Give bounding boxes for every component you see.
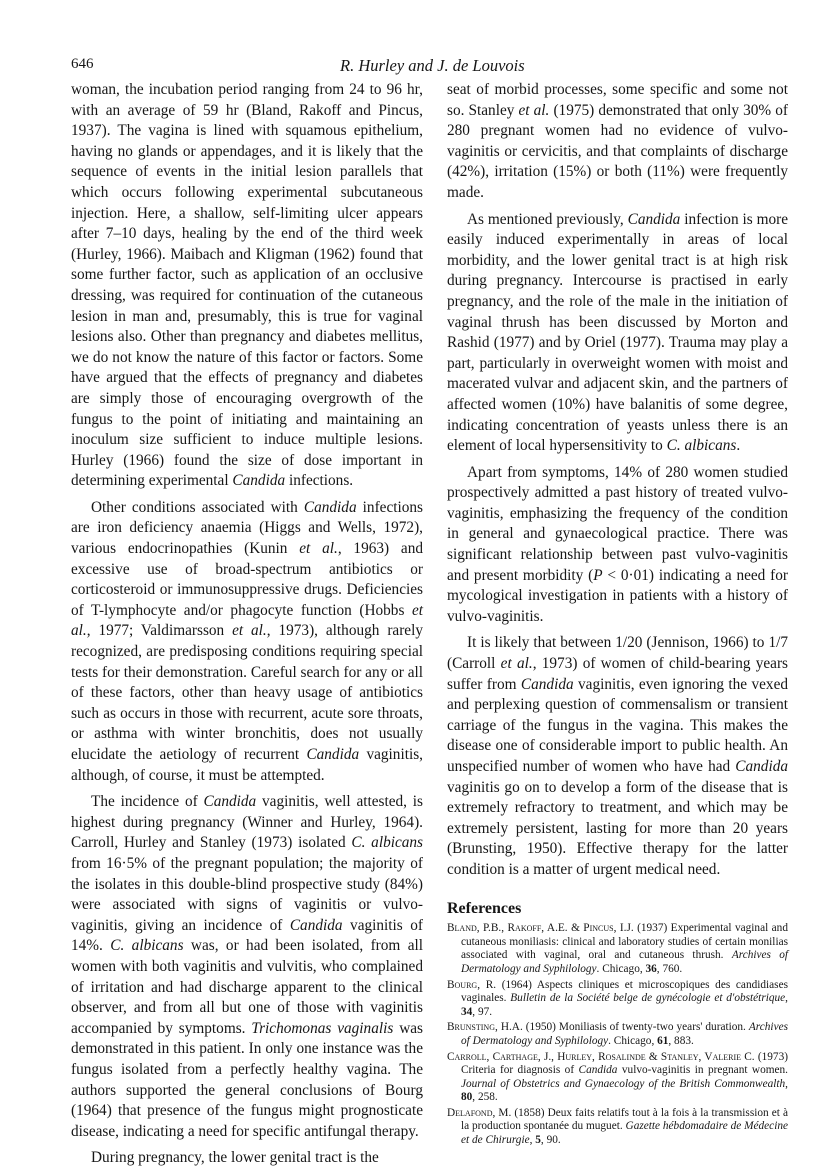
reference-item: Bland, P.B., Rakoff, A.E. & Pincus, I.J. (1937) Experimental vaginal and cutaneous moniliasis: clinical and laboratory studies of certain monilias associated with vaginal, oral and cutaneous thrush. Archives of Dermatology and Syphilology. Chicago, 36, 760. — [447, 922, 789, 975]
reference-item: Carroll, Carthage, J., Hurley, Rosalinde & Stanley, Valerie C. (1973) Criteria for diagnosis of Candida vulvo-vaginitis in pregnant women. Journal of Obstetrics and Gynaecology of the British Commonwealth, 80, 258. — [447, 1050, 789, 1104]
running-head: R. Hurley and J. de Louvois — [340, 56, 525, 75]
page-number: 646 — [71, 56, 94, 72]
reference-item: Bourg, R. (1964) Aspects cliniques et microscopiques des candidiases vaginales. Bulletin de la Société belge de gynécologie et d'obstétrique, 34, 97. — [447, 978, 788, 1018]
references-heading: References — [447, 899, 522, 917]
paragraph-morbid-processes: seat of morbid processes, some specific and some not so. Stanley et al. (1975) demonstrated that only 30% of 280 pregnant women had no evidence of vulvo-vaginitis or cervicitis, and that complaints of discharge (42%), irritation (15%) or both (11%) were frequently made. — [447, 81, 788, 201]
paragraph-incubation: woman, the incubation period ranging from 24 to 96 hr, with an average of 59 hr (Bland, Rakoff and Pincus, 1937). The vagina is lined with squamous epithelium, having no glands or appendages, and it is likely that the sequence of events in the initial lesion parallels that which occurs following experimental subcutaneous injection. Here, a shallow, self-limiting ulcer appears after 7–10 days, healing by the end of the third week (Hurley, 1966). Maibach and Kligman (1962) found that some further factor, such as application of an occlusive dressing, was required for continuation of the cutaneous lesion in man and, presumably, this is true for vaginal lesions also. Other than pregnancy and diabetes mellitus, we do not know the nature of this factor or factors. Some have argued that the effects of pregnancy and diabetes are simply those of encouraging overgrowth of the fungus to the point of initiating and maintaining an inoculum size sufficient to induce multiple lesions. Hurley (1966) found the size of dose important in determining experimental Candida infections. — [71, 81, 423, 490]
paragraph-during-pregnancy: During pregnancy, the lower genital tract is the — [91, 1149, 379, 1167]
reference-item: Delafond, M. (1858) Deux faits relatifs tout à la fois à la transmission et à la production spontanée du muguet. Gazette hébdomadaire de Médecine et de Chirurgie, 5, 90. — [447, 1106, 788, 1147]
left-column — [71, 80, 423, 1175]
reference-item: Brunsting, H.A. (1950) Moniliasis of twenty-two years' duration. Archives of Dermatology and Syphilology. Chicago, 61, 883. — [447, 1021, 788, 1047]
paragraph-incidence: The incidence of Candida vaginitis, well attested, is highest during pregnancy (Winner and Hurley, 1964). Carroll, Hurley and Stanley (1973) isolated C. albicans from 16·5% of the pregnant population; the majority of the isolates in this double-blind prospective study (84%) were associated with signs of vaginitis or vulvo-vaginitis, giving an incidence of Candida vaginitis of 14%. C. albicans was, or had been isolated, from all women with both vaginitis and vulvitis, who complained of irritation and had discharge apparent to the clinical observer, and from all but one of those with vaginitis accompanied by symptoms. Trichomonas vaginalis was demonstrated in this patient. In only one instance was the fungus isolated from a perfectly healthy vagina. The authors supported the general conclusions of Bourg (1964) that presence of the fungus might prognosticate disease, indicating a need for specific antifungal therapy. — [71, 793, 424, 1140]
paragraph-prevalence: It is likely that between 1/20 (Jennison, 1966) to 1/7 (Carroll et al., 1973) of women of child-bearing years suffer from Candida vaginitis, even ignoring the vexed and perplexing question of commensalism or transient carriage of the fungus in the vagina. This makes the disease one of considerable import to public health. An unspecified number of women who have had Candida vaginitis go on to develop a form of the disease that is extremely refractory to treatment, and which may be extremely persistent, lasting for more than 20 years (Brunsting, 1950). Effective therapy for the latter condition is a matter of urgent medical need. — [447, 634, 789, 878]
paragraph-past-history: Apart from symptoms, 14% of 280 women studied prospectively admitted a past history of treated vulvo-vaginitis, emphasizing the frequency of the condition in general and gynaecological practice. There was significant relationship between past vulvo-vaginitis and present morbidity (P < 0·01) indicating a need for mycological investigation in patients with a history of vulvo-vaginitis. — [447, 463, 788, 625]
paragraph-local-morbidity: As mentioned previously, Candida infection is more easily induced experimentally in areas of local morbidity, and the lower genital tract is at high risk during pregnancy. Intercourse is practised in early pregnancy, and the role of the male in the initiation of vaginal thrush has been discussed by Morton and Rashid (1977) and by Oriel (1977). Trauma may play a part, particularly in overweight women with moist and macerated vulvar and adjacent skin, and the partners of affected women (10%) have balanitis of some degree, indicating concentration of yeasts unless there is an element of local hypersensitivity to C. albicans. — [447, 210, 788, 455]
paragraph-other-conditions: Other conditions associated with Candida infections are iron deficiency anaemia (Higgs and Wells, 1972), various endocrinopathies (Kunin et al., 1963) and excessive use of broad-spectrum antibiotics or corticosteroid or immunosuppressive drugs. Deficiencies of T-lymphocyte and/or phagocyte function (Hobbs et al., 1977; Valdimarsson et al., 1973), although rarely recognized, are predisposing conditions requiring special tests for their demonstration. Careful search for any or all of these factors, other than heavy usage of antibiotics such as occurs in those with recurrent, acute sore throats, or asthma with winter bronchitis, does not usually elucidate the aetiology of recurrent Candida vaginitis, although, of course, it must be attempted. — [71, 498, 423, 784]
page-header — [0, 56, 816, 80]
right-column — [447, 80, 788, 1150]
